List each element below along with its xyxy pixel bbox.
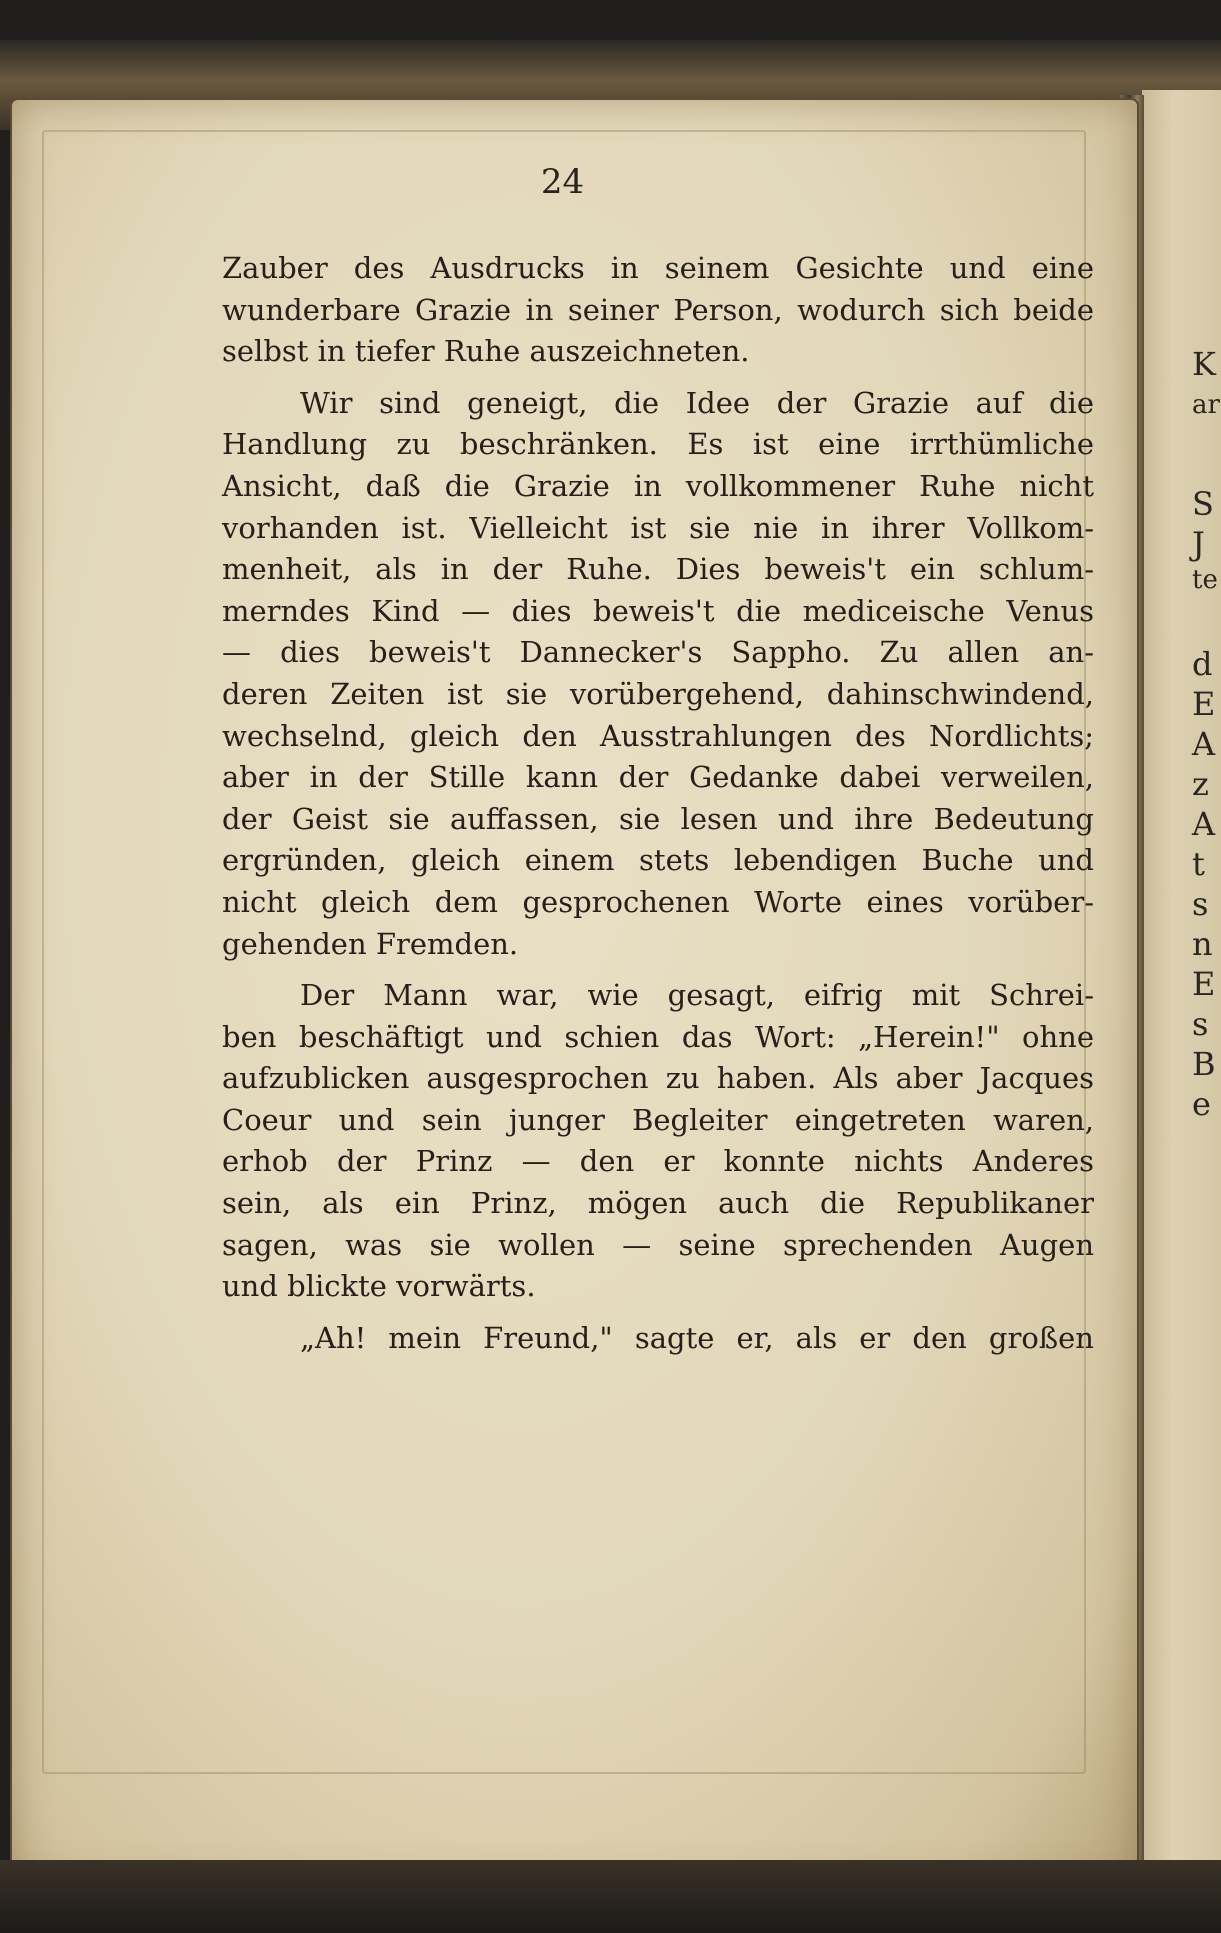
- facing-fragment: s: [1192, 1005, 1209, 1043]
- text-line: — dies beweis't Dannecker's Sappho. Zu allen an-: [222, 635, 1094, 670]
- facing-fragment: E: [1192, 965, 1216, 1003]
- text-line: Wir sind geneigt, die Idee der Grazie auf die: [300, 385, 1094, 420]
- paragraph: [222, 248, 1094, 373]
- facing-fragment: A: [1192, 805, 1216, 843]
- facing-fragment: B: [1192, 1045, 1216, 1083]
- text-line: und blickte vorwärts.: [222, 1269, 536, 1304]
- facing-fragment: K: [1192, 345, 1216, 383]
- text-line: sagen, was sie wollen — seine sprechenden Augen: [222, 1227, 1094, 1262]
- text-line: der Geist sie auffassen, sie lesen und ihre Bedeutung: [222, 801, 1094, 836]
- paragraph: [222, 975, 1094, 1308]
- page-number: 24: [540, 162, 585, 202]
- facing-page-edge: [1142, 90, 1221, 1890]
- text-line: ben beschäftigt und schien das Wort: „Herein!" ohne: [222, 1019, 1094, 1054]
- facing-fragment: S: [1192, 485, 1214, 523]
- facing-fragment: d: [1192, 645, 1213, 683]
- paragraph: [222, 1318, 1094, 1360]
- text-line: Ansicht, daß die Grazie in vollkommener Ruhe nicht: [222, 468, 1094, 503]
- facing-fragment: te: [1192, 565, 1218, 595]
- text-line: ergründen, gleich einem stets lebendigen Buche und: [222, 843, 1094, 878]
- text-line: vorhanden ist. Vielleicht ist sie nie in ihrer Vollkom-: [222, 510, 1094, 545]
- facing-fragment: n: [1192, 925, 1213, 963]
- text-line: menheit, als in der Ruhe. Dies beweis't ein schlum-: [222, 552, 1094, 587]
- facing-fragment: J: [1192, 525, 1205, 563]
- facing-fragment: z: [1192, 765, 1209, 803]
- text-line: Handlung zu beschränken. Es ist eine irrthümliche: [222, 427, 1094, 462]
- binding-bottom-edge: [0, 1860, 1221, 1933]
- text-line: „Ah! mein Freund," sagte er, als er den großen: [300, 1320, 1094, 1355]
- facing-fragment: t: [1192, 845, 1205, 883]
- paragraph: [222, 383, 1094, 965]
- text-line: aufzublicken ausgesprochen zu haben. Als aber Jacques: [222, 1061, 1094, 1096]
- facing-fragment: s: [1192, 885, 1209, 923]
- facing-fragment: A: [1192, 725, 1216, 763]
- text-line: deren Zeiten ist sie vorübergehend, dahinschwindend,: [222, 676, 1094, 711]
- text-line: erhob der Prinz — den er konnte nichts Anderes: [222, 1144, 1094, 1179]
- text-line: wunderbare Grazie in seiner Person, wodurch sich beide: [222, 292, 1094, 327]
- text-line: merndes Kind — dies beweis't die mediceische Venus: [222, 593, 1094, 628]
- text-line: sein, als ein Prinz, mögen auch die Republikaner: [222, 1186, 1094, 1221]
- text-line: wechselnd, gleich den Ausstrahlungen des Nordlichts;: [222, 718, 1094, 753]
- text-line: aber in der Stille kann der Gedanke dabei verweilen,: [222, 760, 1094, 795]
- facing-fragment: ar: [1192, 390, 1220, 420]
- text-line: gehenden Fremden.: [222, 926, 519, 961]
- text-line: Zauber des Ausdrucks in seinem Gesichte und eine: [222, 251, 1094, 285]
- text-line: selbst in tiefer Ruhe auszeichneten.: [222, 334, 750, 369]
- text-line: Coeur und sein junger Begleiter eingetreten waren,: [222, 1102, 1094, 1137]
- text-line: nicht gleich dem gesprochenen Worte eines vorüber-: [222, 884, 1094, 919]
- text-line: Der Mann war, wie gesagt, eifrig mit Schrei-: [300, 978, 1094, 1013]
- facing-fragment: E: [1192, 685, 1216, 723]
- body-text: [222, 248, 1094, 1369]
- facing-fragment: e: [1192, 1085, 1211, 1123]
